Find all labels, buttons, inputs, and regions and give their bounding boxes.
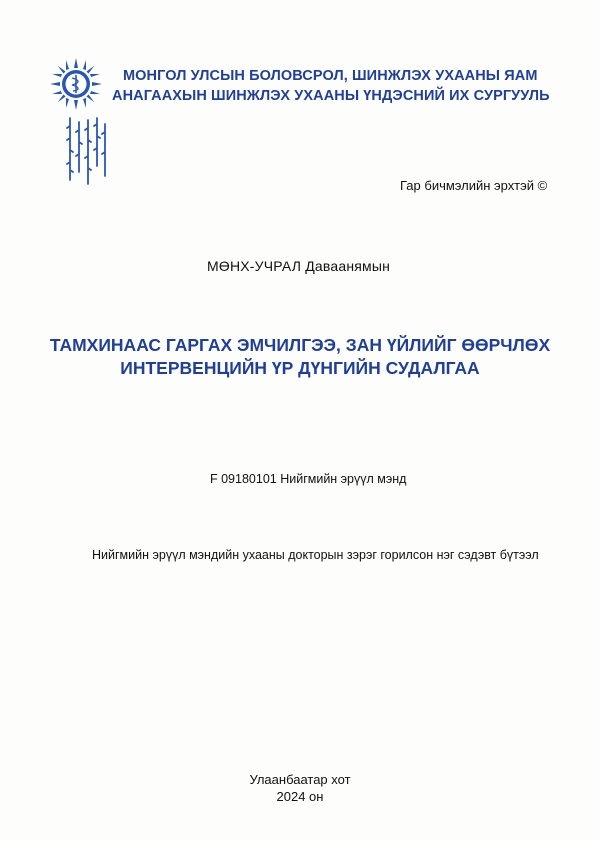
ministry-name: МОНГОЛ УЛСЫН БОЛОВСРОЛ, ШИНЖЛЭХ УХААНЫ ЯАМ [123, 68, 538, 84]
year: 2024 он [276, 789, 324, 804]
mongolian-script-name-icon [64, 114, 108, 190]
place: Улаанбаатар хот [249, 772, 351, 787]
university-name: АНАГААХЫН ШИНЖЛЭХ УХААНЫ ҮНДЭСНИЙ ИХ СУРГУУЛЬ [112, 88, 550, 104]
university-emblem-icon [50, 58, 102, 110]
place-and-year [0, 771, 600, 805]
thesis-title [0, 334, 600, 380]
copyright-notice: Гар бичмэлийн эрхтэй © [400, 178, 548, 193]
title-line-1: ТАМХИНААС ГАРГАХ ЭМЧИЛГЭЭ, ЗАН ҮЙЛИЙГ ӨӨРЧЛӨХ [49, 335, 551, 355]
degree-statement: Нийгмийн эрүүл мэндийн ухааны докторын зэрэг горилсон нэг сэдэвт бүтээл [92, 548, 539, 562]
specialty-code: F 09180101 Нийгмийн эрүүл мэнд [210, 472, 407, 486]
title-line-2: ИНТЕРВЕНЦИЙН ҮР ДҮНГИЙН СУДАЛГАА [120, 358, 480, 378]
institution-header [112, 66, 552, 106]
author-name: МӨНХ-УЧРАЛ Даваанямын [207, 258, 391, 274]
